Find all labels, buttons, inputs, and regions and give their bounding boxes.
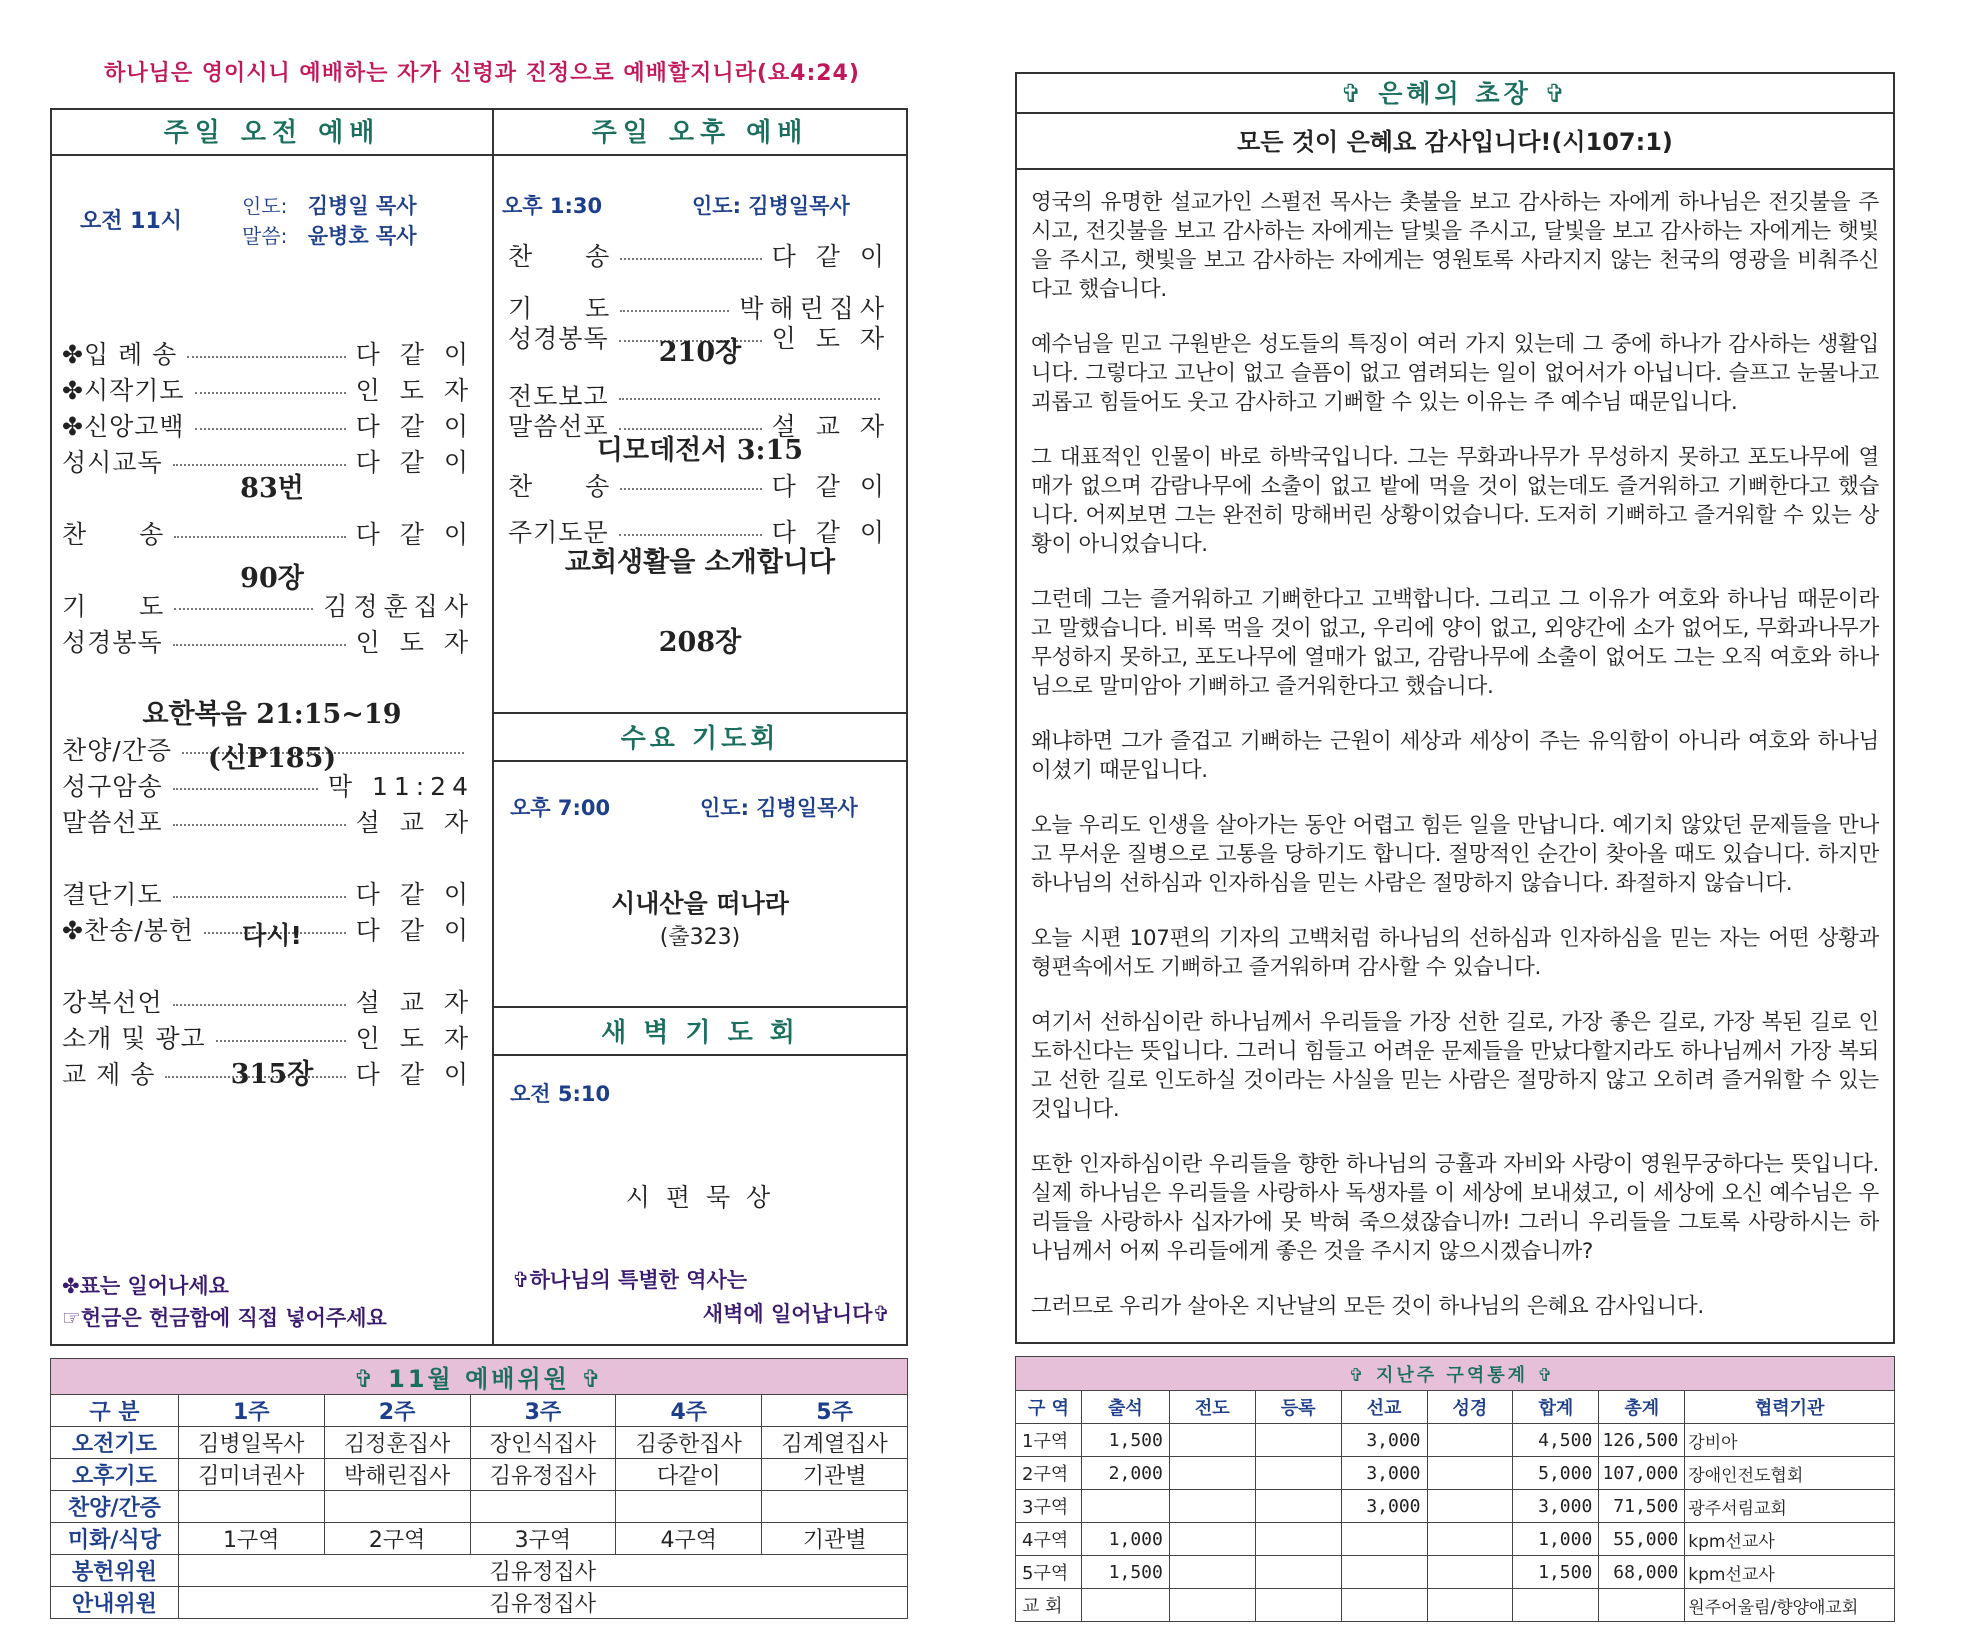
pm-order-label: 주기도문 [508,518,609,547]
am-order-label: 말씀선포 [62,808,163,837]
leader-dots [173,788,318,790]
am-order-row [62,336,474,370]
committee-cell: 김계열집사 [762,1427,908,1459]
am-responsive-reading: 83번 [240,473,304,504]
pm-order-label: 찬 송 [508,472,611,501]
committee-row [51,1427,908,1459]
stats-value: 107,000 [1599,1457,1685,1490]
stats-value [1169,1490,1255,1523]
leader-dots [173,1004,346,1006]
stats-value [1427,1457,1513,1490]
committee-header-cell: 구 분 [51,1395,179,1427]
dawn-note-2: 새벽에 일어납니다✞ [702,1302,890,1326]
stats-value: 1,000 [1513,1523,1599,1556]
usher-committee-name: 김유정집사 [178,1587,907,1619]
committee-header-cell: 5주 [762,1395,908,1427]
pm-order-label: 성경봉독 [508,324,609,353]
november-worship-committee-table [50,1358,908,1619]
grace-paragraph: 여기서 선하심이란 하나님께서 우리들을 가장 선한 길로, 가장 좋은 길로, 가장 복된 길로 인도하신다는 뜻입니다. 그러니 힘들고 어려운 문제들을 만났다할지라도 하나님께서 가장 복되고 선한 길로 인도하실 것이라는 사실을 믿는 사람은 절망하지 않고 오히려 즐거워할 수 있는 것입니다. [1031,1010,1879,1122]
leader-dots [195,428,346,430]
am-order-label: 성시교독 [62,448,163,477]
stats-value [1341,1589,1427,1622]
pm-order-label: 기 도 [508,294,611,323]
stats-header-cell: 출석 [1081,1391,1169,1424]
committee-role: 봉헌위원 [51,1555,179,1587]
am-order-row [62,372,474,406]
stats-value [1255,1523,1341,1556]
worship-schedule-box [50,108,908,1346]
grace-paragraph: 그러므로 우리가 살아온 지난날의 모든 것이 하나님의 은혜요 감사입니다. [1031,1294,1704,1319]
stats-header-cell: 선교 [1341,1391,1427,1424]
pm-scripture: 디모데전서 3:15 [596,435,804,466]
pm-order-label: 찬 송 [508,242,611,271]
am-order-row [62,516,474,550]
district-statistics-table [1015,1356,1895,1622]
committee-header-cell: 2주 [324,1395,470,1427]
stats-value [1341,1556,1427,1589]
leader-dots [620,310,729,312]
leader-dots [619,534,762,536]
am-order-label: 찬 송 [62,520,165,549]
pm-order-value: 인 도 자 [771,324,890,353]
committee-header-row [51,1395,908,1427]
leader-dots [174,608,313,610]
am-order-label: 성구암송 [62,772,163,801]
am-order-value: 다 같 이 [355,1060,474,1089]
am-order-value: 다 같 이 [355,448,474,477]
stats-header-cell: 등록 [1255,1391,1341,1424]
am-order-label: ✤찬송/봉헌 [62,916,194,945]
stats-partner: 장애인전도협회 [1685,1457,1895,1490]
pm-order-label: 전도보고 [508,382,609,411]
committee-row [51,1491,908,1523]
stats-district: 교 회 [1016,1589,1082,1622]
stats-district: 3구역 [1016,1490,1082,1523]
stats-district: 2구역 [1016,1457,1082,1490]
am-order-value: 막 11:24 [327,772,474,801]
committee-row [51,1523,908,1555]
dawn-time: 오전 5:10 [510,1082,611,1106]
stats-partner: kpm선교사 [1685,1556,1895,1589]
committee-cell: 김정훈집사 [324,1427,470,1459]
am-order-value: 다 같 이 [355,340,474,369]
am-sermon-title: 다시! [242,921,302,950]
pm-leader: 인도: 김병일목사 [692,194,850,218]
stats-header-cell: 전도 [1169,1391,1255,1424]
stats-value [1169,1523,1255,1556]
pm-order-row [508,468,890,502]
grace-paragraph: 또한 인자하심이란 우리들을 향한 하나님의 긍휼과 자비와 사랑이 영원무궁하다는 뜻입니다. 실제 하나님은 우리들을 사랑하사 독생자를 이 세상에 보내셨고, 이 세상에 오신 예수님은 우리들을 사랑하사 십자가에 못 박혀 죽으셨잖습니까! 그러니 우리들을 그토록 사랑하시는 하나님께서 어찌 우리들에게 좋은 것을 주시지 않으시겠습니까? [1031,1152,1879,1264]
committee-row [51,1459,908,1491]
committee-cell [470,1491,616,1523]
am-order-label: 교 제 송 [62,1060,156,1089]
am-order-value: 인 도 자 [355,1024,474,1053]
committee-header-cell: 1주 [178,1395,324,1427]
dawn-content: 시 편 묵 상 [625,1183,775,1212]
am-order-value: 인 도 자 [355,628,474,657]
am-leader-line [242,190,417,220]
am-order-value: 설 교 자 [355,808,474,837]
stats-header-cell: 총계 [1599,1391,1685,1424]
grace-paragraph: 오늘 우리도 인생을 살아가는 동안 어렵고 힘든 일을 만납니다. 예기치 않았던 문제들을 만나고 무서운 질병으로 고통을 당하기도 합니다. 절망적인 순간이 찾아올 때도 있습니다. 하지만 하나님의 선하심과 인자하심을 믿는 사람은 절망하지 않습니다. 좌절하지 않습니다. [1031,813,1879,896]
stats-row [1016,1556,1895,1589]
stats-value [1169,1589,1255,1622]
stats-body [1016,1424,1895,1622]
stats-row [1016,1490,1895,1523]
offering-note: ☞헌금은 헌금함에 직접 넣어주세요 [62,1306,387,1330]
pm-order-row [508,238,890,272]
stats-value: 1,500 [1081,1556,1169,1589]
am-service-title: 주일 오전 예배 [52,110,492,156]
motto-verse: 하나님은 영이시니 예배하는 자가 신령과 진정으로 예배할지니라(요4:24) [104,61,860,86]
stats-header-cell: 합계 [1513,1391,1599,1424]
committee-cell: 박해린집사 [324,1459,470,1491]
am-order-label: 성경봉독 [62,628,163,657]
am-order-value: 김정훈집사 [323,592,474,621]
stats-value [1255,1457,1341,1490]
committee-header-cell: 4주 [616,1395,762,1427]
committee-cell: 2구역 [324,1523,470,1555]
am-hymn-1: 90장 [240,563,304,594]
committee-cell: 김유정집사 [470,1459,616,1491]
am-order-label: 결단기도 [62,880,163,909]
am-order-label: ✤입 례 송 [62,340,178,369]
grace-subtitle: 모든 것이 은혜요 감사입니다!(시107:1) [1017,114,1893,170]
wednesday-time: 오후 7:00 [510,796,611,820]
am-leader: 김병일 목사 [307,194,417,218]
stats-partner: 강비아 [1685,1424,1895,1457]
stats-value [1427,1589,1513,1622]
leader-dots [620,488,761,490]
am-time: 오전 11시 [80,209,183,234]
committee-cell: 3구역 [470,1523,616,1555]
stats-value: 71,500 [1599,1490,1685,1523]
stats-value [1081,1589,1169,1622]
stats-partner: 광주서림교회 [1685,1490,1895,1523]
stats-district: 4구역 [1016,1523,1082,1556]
stats-value [1255,1424,1341,1457]
stats-value [1599,1589,1685,1622]
committee-cell: 1구역 [178,1523,324,1555]
stats-header-cell: 협력기관 [1685,1391,1895,1424]
committee-cell [324,1491,470,1523]
stats-district: 1구역 [1016,1424,1082,1457]
am-order-value: 다 같 이 [355,412,474,441]
committee-cell: 김미녀권사 [178,1459,324,1491]
committee-cell: 기관별 [762,1523,908,1555]
committee-row-offering [51,1555,908,1587]
am-leader-label: 인도: [242,194,288,218]
pm-order-value: 박해린집사 [739,294,890,323]
stats-value [1255,1589,1341,1622]
stats-value: 3,000 [1341,1457,1427,1490]
stats-header-row [1016,1391,1895,1424]
am-scripture: 요한복음 21:15~19 [142,699,402,730]
am-order-label: 소개 및 광고 [62,1024,206,1053]
committee-role: 안내위원 [51,1587,179,1619]
stats-value [1427,1490,1513,1523]
leader-dots [195,392,346,394]
committee-role: 미화/식당 [51,1523,179,1555]
leader-dots [620,258,761,260]
stats-value [1427,1556,1513,1589]
committee-body [51,1427,908,1555]
am-preacher-line [242,220,417,250]
am-order-label: ✤시작기도 [62,376,185,405]
leader-dots [174,536,345,538]
am-order-row [62,408,474,442]
grace-paragraph: 왜냐하면 그가 즐겁고 기뻐하는 근원이 세상과 세상이 주는 유익함이 아니라 여호와 하나님이셨기 때문입니다. [1031,729,1879,783]
stats-value: 3,000 [1513,1490,1599,1523]
committee-cell: 장인식집사 [470,1427,616,1459]
am-order-label: 강복선언 [62,988,163,1017]
wednesday-scripture: (출323) [659,925,741,950]
committee-title: ✞ 11월 예배위원 ✞ [51,1359,908,1395]
leader-dots [173,896,346,898]
pm-time: 오후 1:30 [502,194,603,218]
stats-title: ✞ 지난주 구역통계 ✞ [1016,1357,1895,1391]
stats-value: 2,000 [1081,1457,1169,1490]
grace-paragraph: 오늘 시편 107편의 기자의 고백처럼 하나님의 선하심과 인자하심을 믿는 자는 어떤 상황과 형편속에서도 기뻐하고 즐거워하며 감사할 수 있습니다. [1031,926,1879,980]
stats-value [1169,1556,1255,1589]
stats-row [1016,1424,1895,1457]
committee-row-usher [51,1587,908,1619]
stats-value: 3,000 [1341,1424,1427,1457]
am-order-row [62,804,474,838]
pm-order-value: 다 같 이 [771,472,890,501]
stats-value [1255,1556,1341,1589]
am-order-label: ✤신앙고백 [62,412,185,441]
am-order-value: 다 같 이 [355,916,474,945]
offering-committee-name: 김유정집사 [178,1555,907,1587]
am-preacher-label: 말씀: [242,224,288,248]
am-order-row [62,1020,474,1054]
stats-partner: kpm선교사 [1685,1523,1895,1556]
committee-cell: 다같이 [616,1459,762,1491]
stats-value [1427,1523,1513,1556]
stats-value: 126,500 [1599,1424,1685,1457]
stats-value [1081,1490,1169,1523]
grace-body [1017,170,1893,1321]
grace-title: ✞ 은혜의 초장 ✞ [1017,74,1893,114]
am-order-row [62,624,474,658]
grace-paragraph: 그 대표적인 인물이 바로 하박국입니다. 그는 무화과나무가 무성하지 못하고 포도나무에 열매가 없으며 감람나무에 소출이 없고 밭에 먹을 것이 없는데도 즐거워하고 기뻐한다고 했습니다. 어찌보면 그는 완전히 망해버린 상황이었습니다. 도저히 기뻐하고 즐거워할 수 있는 상황이 아니었습니다. [1031,445,1879,557]
stats-partner: 원주어울림/향양애교회 [1685,1589,1895,1622]
pm-hymn-2: 208장 [658,627,742,658]
pm-sermon-title: 교회생활을 소개합니다 [564,547,836,578]
pm-order-value: 다 같 이 [771,242,890,271]
stats-value [1169,1424,1255,1457]
am-order-value: 다 같 이 [355,880,474,909]
stats-value: 1,000 [1081,1523,1169,1556]
stats-header-cell: 성경 [1427,1391,1513,1424]
stats-value: 3,000 [1341,1490,1427,1523]
committee-role: 오전기도 [51,1427,179,1459]
pm-service-title: 주일 오후 예배 [494,110,906,156]
stats-header-cell: 구 역 [1016,1391,1082,1424]
committee-cell: 4구역 [616,1523,762,1555]
stats-district: 5구역 [1016,1556,1082,1589]
committee-cell [762,1491,908,1523]
grace-paragraph: 영국의 유명한 설교가인 스펄전 목사는 촛불을 보고 감사하는 자에게 하나님은 전깃불을 주시고, 전깃불을 보고 감사하는 자에게는 달빛을 주시고, 달빛을 보고 감사하는 자에게는 햇빛을 주시고, 햇빛을 보고 감사하는 자에게는 영원토록 사라지지 않는 천국의 영광을 비춰주신다고 했습니다. [1031,190,1879,302]
leader-dots [187,356,345,358]
stats-value: 55,000 [1599,1523,1685,1556]
stats-value [1341,1523,1427,1556]
grace-paragraph: 그런데 그는 즐거워하고 기뻐한다고 고백합니다. 그리고 그 이유가 여호와 하나님 때문이라고 말했습니다. 비록 먹을 것이 없고, 우리에 양이 없고, 외양간에 소가 없어도, 무화과나무가 무성하지 못하고, 포도나무에 열매가 없고, 감람나무에 소출이 없어도 그는 오직 여호와 하나님으로 말미암아 기뻐하고 즐거워한다고 했습니다. [1031,587,1879,699]
stats-value: 1,500 [1081,1424,1169,1457]
am-order-value: 다 같 이 [355,520,474,549]
committee-cell [616,1491,762,1523]
pm-order-value: 다 같 이 [771,518,890,547]
stats-value [1427,1424,1513,1457]
stats-value [1169,1457,1255,1490]
am-order-row [62,876,474,910]
stats-value: 68,000 [1599,1556,1685,1589]
leader-dots [619,398,880,400]
am-scripture-page: (신P185) [207,743,337,774]
am-order-value: 설 교 자 [355,988,474,1017]
stats-row [1016,1457,1895,1490]
pm-order-label: 말씀선포 [508,412,609,441]
standing-note: ✤표는 일어나세요 [62,1274,229,1298]
committee-cell: 김중한집사 [616,1427,762,1459]
committee-cell: 기관별 [762,1459,908,1491]
leader-dots [173,824,346,826]
committee-cell: 김병일목사 [178,1427,324,1459]
stats-value: 5,000 [1513,1457,1599,1490]
committee-role: 찬양/간증 [51,1491,179,1523]
grace-meditation-box [1015,72,1895,1344]
leader-dots [173,644,346,646]
stats-value: 4,500 [1513,1424,1599,1457]
dawn-prayer-title: 새 벽 기 도 회 [494,1006,906,1056]
am-order-value: 인 도 자 [355,376,474,405]
pm-hymn-1: 210장 [658,337,742,368]
am-order-label: 찬양/간증 [62,736,173,765]
stats-value: 1,500 [1513,1556,1599,1589]
stats-value [1513,1589,1599,1622]
wednesday-sermon: 시내산을 떠나라 [611,889,789,918]
am-order-label: 기 도 [62,592,165,621]
leader-dots [216,1040,346,1042]
stats-row [1016,1523,1895,1556]
am-hymn-2: 315장 [230,1059,314,1090]
committee-cell [178,1491,324,1523]
committee-role: 오후기도 [51,1459,179,1491]
wednesday-leader: 인도: 김병일목사 [700,796,858,820]
stats-row [1016,1589,1895,1622]
committee-header-cell: 3주 [470,1395,616,1427]
stats-value [1255,1490,1341,1523]
am-order-row [62,984,474,1018]
pm-order-value: 설 교 자 [771,412,890,441]
dawn-note-1: ✞하나님의 특별한 역사는 [512,1268,748,1292]
wednesday-prayer-title: 수요 기도회 [494,712,906,762]
grace-paragraph: 예수님을 믿고 구원받은 성도들의 특징이 여러 가지 있는데 그 중에 하나가 감사하는 생활입니다. 그렇다고 고난이 없고 슬픔이 없고 염려되는 일이 없어서가 아닙니다. 슬프고 눈물나고 괴롭고 힘들어도 웃고 감사하고 기뻐할 수 있는 이유는 주 예수님 때문입니다. [1031,332,1879,415]
am-preacher: 윤병호 목사 [307,224,417,248]
